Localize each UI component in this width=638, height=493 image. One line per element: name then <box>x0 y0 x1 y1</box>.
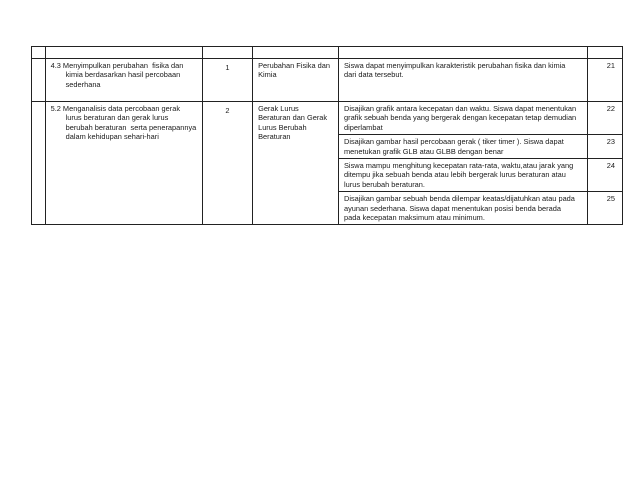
materi-cell: Perubahan Fisika dan Kimia <box>253 59 339 102</box>
soal-number-cell: 22 <box>588 102 623 135</box>
materi-cell: Gerak Lurus Beraturan dan Gerak Lurus Berubah Beraturan <box>253 102 339 225</box>
header-spacer-row <box>32 47 623 59</box>
kd-number-cell: 1 <box>202 59 252 102</box>
empty-cell <box>45 47 202 59</box>
table-row <box>32 59 623 102</box>
kompetensi-dasar-cell: 4.3 Menyimpulkan perubahan fisika dan kimia berdasarkan hasil percobaan sederhana <box>45 59 202 102</box>
indikator-cell: Disajikan gambar sebuah benda dilempar keatas/dijatuhkan atau pada ayunan sederhana. Siswa dapat menentukan posisi benda berada pada kecepatan maksimum atau minimum. <box>339 192 588 225</box>
empty-cell <box>32 59 46 102</box>
indikator-cell: Disajikan grafik antara kecepatan dan waktu. Siswa dapat menentukan grafik sebuah benda yang bergerak dengan kecepatan tetap demudian diperlambat <box>339 102 588 135</box>
soal-number-cell: 25 <box>588 192 623 225</box>
soal-number-cell: 24 <box>588 159 623 192</box>
empty-cell <box>32 47 46 59</box>
soal-number-cell: 21 <box>588 59 623 102</box>
soal-number-cell: 23 <box>588 135 623 159</box>
kisi-kisi-table <box>31 46 623 225</box>
indikator-cell: Disajikan gambar hasil percobaan gerak ( tiker timer ). Siswa dapat menetukan grafik GLB atau GLBB dengan benar <box>339 135 588 159</box>
kompetensi-dasar-cell: 5.2 Menganalisis data percobaan gerak lurus beraturan dan gerak lurus berubah beraturan serta penerapannya dalam kehidupan sehari-hari <box>45 102 202 225</box>
table-row <box>32 102 623 135</box>
indikator-cell: Siswa mampu menghitung kecepatan rata-rata, waktu,atau jarak yang ditempu jika sebuah benda atau lebih bergerak lurus beraturan atau lurus berubah beraturan. <box>339 159 588 192</box>
empty-cell <box>32 102 46 225</box>
empty-cell <box>588 47 623 59</box>
kd-number-cell: 2 <box>202 102 252 225</box>
empty-cell <box>202 47 252 59</box>
empty-cell <box>253 47 339 59</box>
indikator-cell: Siswa dapat menyimpulkan karakteristik perubahan fisika dan kimia dari data tersebut. <box>339 59 588 102</box>
empty-cell <box>339 47 588 59</box>
